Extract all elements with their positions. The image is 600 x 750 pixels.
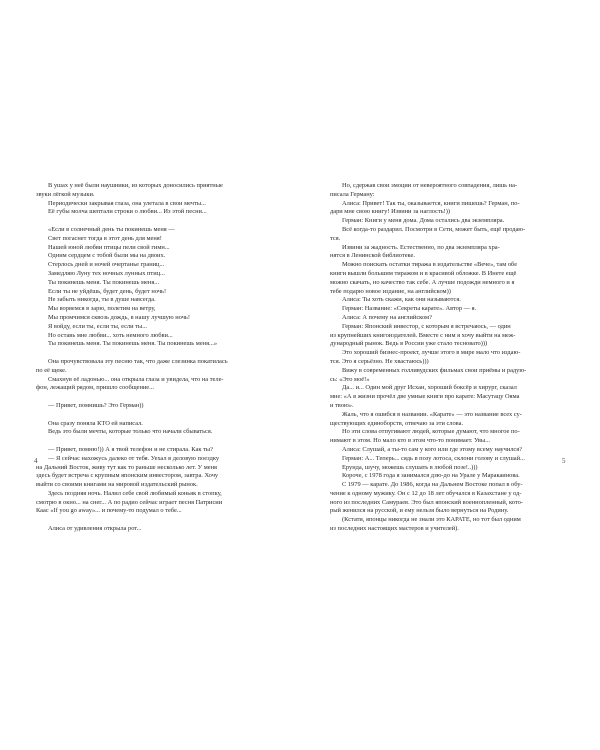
text-line: смотрю в окно... на снег... А по радио сейчас играет песня Патрисии xyxy=(36,498,223,506)
text-line: Алиса: Ты хоть скажи, как они называются. xyxy=(342,296,461,304)
text-line: Алиса: Привет! Так ты, оказывается, книги пишешь? Герман, по- xyxy=(342,199,520,207)
text-line: Каас «If you go away»... и почему-то подумал о тебе... xyxy=(36,507,182,515)
text-line: рый женился на русской, и ему нельзя было вернуться на Родину. xyxy=(330,507,509,515)
text-line: и твою». xyxy=(330,401,354,409)
text-line: сь: «Это моё!» xyxy=(330,375,370,383)
text-line: из крупнейших книгоиздателей. Вместе с ним я хочу выйти на меж- xyxy=(330,331,516,339)
line-gap xyxy=(36,217,274,226)
right-page-number: 5 xyxy=(562,457,566,465)
text-line: Жаль, что я ошибся в названии. «Карате» — это название всех су- xyxy=(342,410,522,418)
text-line: Короче, с 1978 года я занимался дзю-до на Урале у Маракаинова. xyxy=(342,472,520,480)
text-line: тся. xyxy=(330,234,341,242)
left-page-number: 4 xyxy=(34,457,38,465)
text-line: Но эти слова отпугивают людей, которые думают, что многое по- xyxy=(342,428,520,436)
text-line: нимают в этом. Но мало кто в этом что-то понимает. Увы... xyxy=(330,437,491,445)
text-line: — Привет, помню!)) А я твой телефон и не стирала. Как ты? xyxy=(48,445,213,453)
text-line: Не забыть никогда, ты в душе навсегда. xyxy=(48,296,156,304)
line-gap xyxy=(36,437,274,446)
text-line: (Кстати, японцы никогда не знали это КАРАТЕ, но тот был одним xyxy=(342,516,521,524)
text-line: Мы ворвемся в зарю, полетим на ветру, xyxy=(48,305,156,313)
text-line: Одним сердцем с тобой были мы на двоих. xyxy=(48,252,166,260)
text-line: Но, сдержав свои эмоции от невероятного совпадения, лишь на- xyxy=(342,182,518,189)
text-line: Герман: Книги у меня дома. Дома остались два экземпляра. xyxy=(342,217,505,225)
text-line: Её губы молча шептали строки о любви... Из этой песни... xyxy=(48,208,207,216)
text-line: выйти со своими книгами на мировой издательский рынок. xyxy=(36,481,198,489)
text-line: Свет погаснет тогда в этот день для меня! xyxy=(48,234,162,242)
text-line: Алиса: Слушай, а ты-то сам у кого или где этому всему научился? xyxy=(342,445,523,453)
text-line: по её щеке. xyxy=(36,366,67,374)
text-line: Ерунда, шучу, можешь слушать в любой позе!..))) xyxy=(342,463,478,471)
text-line: звуки лёгкой музыки. xyxy=(36,190,95,198)
text-line: Здесь поздняя ночь. Налил себе свой любимый коньяк в стопку, xyxy=(48,489,222,497)
text-line: ществующих единоборств, отвечаю за эти слова. xyxy=(330,419,464,427)
line-gap xyxy=(36,411,274,420)
text-line: Мы промчимся сквозь дождь, в нашу лучшую ночь! xyxy=(48,313,190,321)
text-line: мне: «А в жизни прочёл две умные книги про карате: Масутацу Ояма xyxy=(330,393,520,401)
text-line: Да... и... Один мой друг Исхан, хороший боксёр и хирург, сказал xyxy=(342,384,517,392)
text-line: Герман: Японский инвестор, с которым я встречаюсь, — один xyxy=(342,322,511,330)
text-line: чение к одному мужику. Он с 12 до 18 лет обучался в Казахстане у од- xyxy=(330,489,522,497)
text-line: на Дальний Восток, живу тут как то раньше несколько лет. У меня xyxy=(36,463,217,471)
text-line: дари мне свою книгу! Извини за наглость!)) xyxy=(330,208,451,216)
text-line: Герман: А... Теперь... сядь в позу лотоса, склони голову и слушай... xyxy=(342,454,525,462)
text-line: Замедляю Луну тех ночных лунных птиц... xyxy=(48,269,165,277)
line-gap xyxy=(36,393,274,402)
text-line: Ты покинешь меня. Ты покинешь меня. Ты покинешь меня...» xyxy=(48,340,218,348)
text-line: — Я сейчас нахожусь далеко от тебя. Уехал в деловую поездку xyxy=(48,454,220,462)
text-line: писала Герману: xyxy=(330,190,375,198)
text-line: Ты покинешь меня. Ты покинешь меня... xyxy=(48,278,160,286)
text-line: Но оставь мне любви... хоть немного любви... xyxy=(48,331,173,339)
text-line: Всё когда-то раздарил. Посмотри в Сети, может быть, ещё продаю- xyxy=(342,225,526,233)
line-gap xyxy=(36,516,274,525)
text-line: Можно поискать остатки тиража в издательстве «Вече», там обе xyxy=(342,261,518,269)
text-line: тся. Это я серьёзно. Не хвастаюсь))) xyxy=(330,357,429,365)
text-line: тебе подарю новое издание, на английском)) xyxy=(330,287,451,295)
text-line: Нашей юной любви птицы пели свой гимн... xyxy=(48,243,170,251)
text-line: Алиса от удивления открыла рот... xyxy=(48,525,142,533)
text-line: нятся в Ленинской библиотеке. xyxy=(330,252,415,260)
left-page-text xyxy=(36,182,274,534)
line-gap xyxy=(36,349,274,358)
text-line: здесь будет встреча с крупным японским инвестором, завтра. Хочу xyxy=(36,472,219,480)
text-line: Алиса: А почему на английском? xyxy=(342,313,432,321)
text-line: дународный рынок. Ведь в России уже стало тесновато))) xyxy=(330,340,488,348)
text-line: из последних настоящих мастеров и учителей). xyxy=(330,525,459,533)
text-line: книги вышли большим тиражом и в красивой обложке. В Инете ещё xyxy=(330,269,517,277)
text-line: Извини за жадность. Естественно, по два экземпляра хра- xyxy=(342,243,500,251)
text-line: Она сразу поняла КТО ей написал. xyxy=(48,419,143,427)
text-line: — Привет, помнишь? Это Герман)) xyxy=(48,401,144,409)
text-line: Она прочувствовала эту песню так, что даже слезинка покатилась xyxy=(48,357,228,365)
text-line: Периодически закрывая глаза, она улетала в свои мечты... xyxy=(48,199,206,207)
text-line: С 1979 — карате. До 1986, когда на Дальнем Востоке попал в обу- xyxy=(342,481,523,489)
text-line: Это хороший бизнес-проект, лучше этого в мире мало что издаю- xyxy=(342,349,521,357)
text-line: ного из последних Самураев. Это был японский военнопленный, кото- xyxy=(330,498,523,506)
text-line: Стерлось дней и ночей очертанье границ... xyxy=(48,261,165,269)
text-line: Ведь это были мечты, которые только что начали сбываться. xyxy=(48,428,213,436)
text-line: фон, лежащий рядом, пришло сообщение... xyxy=(36,384,154,392)
text-line: «Если в солнечный день ты покинешь меня — xyxy=(48,225,175,233)
text-line: Вижу в современных голливудских фильмах свои приёмы и радую- xyxy=(342,366,527,374)
text-line: можно скачать, но качество так себе. А лучше подожди немного и я xyxy=(330,278,515,286)
text-line: Если ты не уйдёшь, будет день, будет ночь! xyxy=(48,287,167,295)
text-line: Я войду, если ты, если ты, если ты... xyxy=(48,322,148,330)
right-page-text xyxy=(330,182,566,534)
text-line: Герман: Название: «Секреты карате». Автор — я. xyxy=(342,305,477,313)
text-line: В ушах у неё были наушники, из которых доносились приятные xyxy=(48,182,223,189)
text-line: Смахнув её ладонью... она открыла глаза и увидела, что на теле- xyxy=(48,375,224,383)
